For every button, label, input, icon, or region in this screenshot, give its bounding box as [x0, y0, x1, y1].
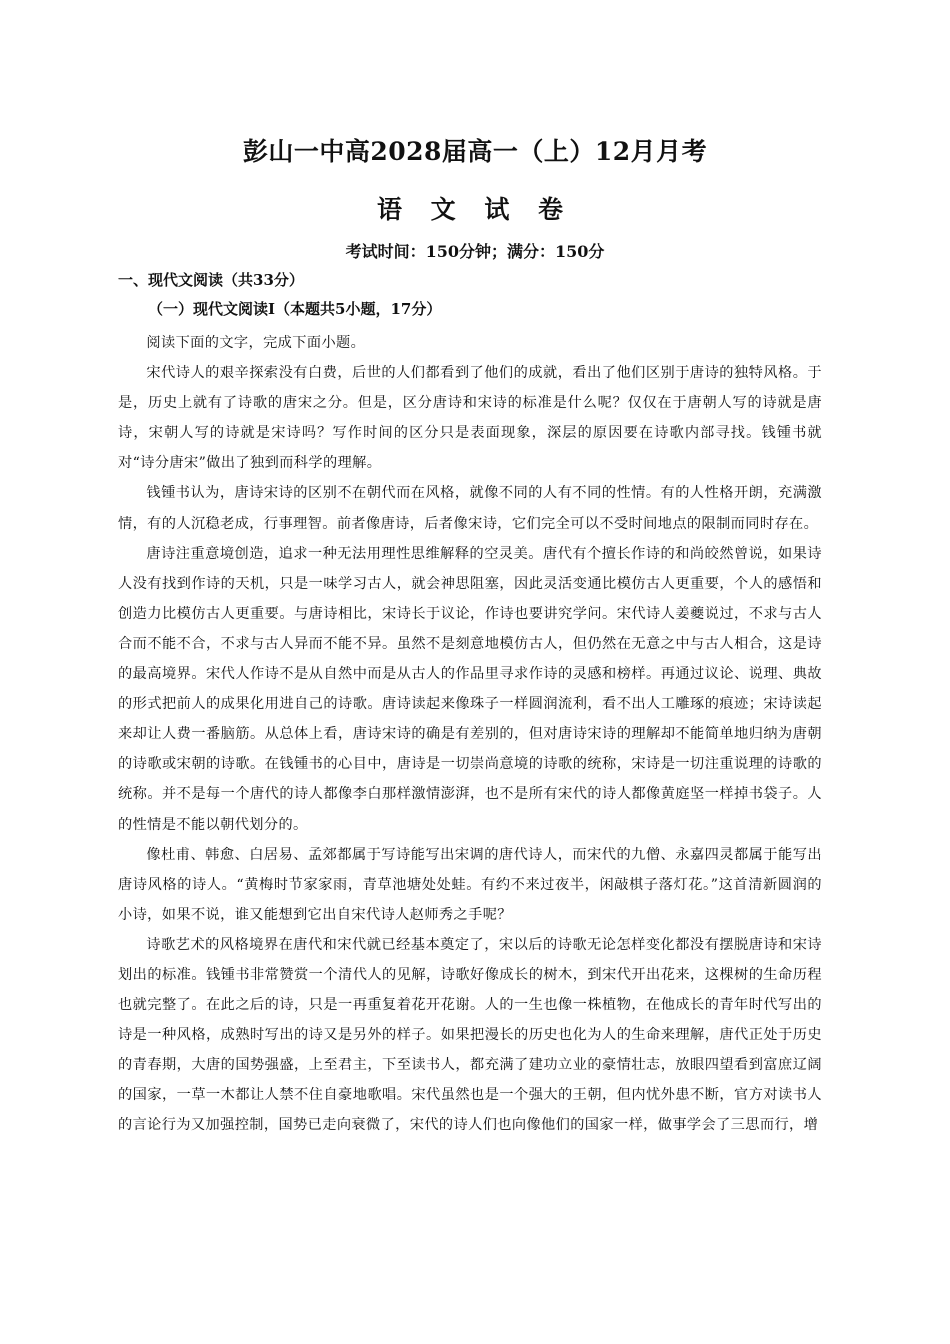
reading-passage	[118, 328, 822, 1141]
passage-paragraph-2: 钱锺书认为，唐诗宋诗的区别不在朝代而在风格，就像不同的人有不同的性情。有的人性格开朗，充满激情，有的人沉稳老成，行事理智。前者像唐诗，后者像宋诗，它们完全可以不受时间地点的限制而同时存在。	[118, 485, 822, 532]
subject-title: 语 文 试 卷	[376, 195, 574, 224]
section-heading-part1: 一、现代文阅读（共33分）	[118, 271, 304, 289]
passage-instruction: 阅读下面的文字，完成下面小题。	[146, 335, 366, 351]
passage-paragraph-5: 诗歌艺术的风格境界在唐代和宋代就已经基本奠定了，宋以后的诗歌无论怎样变化都没有摆脱唐诗和宋诗划出的标准。钱锺书非常赞赏一个清代人的见解，诗歌好像成长的树木，到宋代开出花来，这棵树的生命历程也就完整了。在此之后的诗，只是一再重复着花开花谢。人的一生也像一株植物，在他成长的青年时代写出的诗是一种风格，成熟时写出的诗又是另外的样子。如果把漫长的历史也化为人的生命来理解，唐代正处于历史的青春期，大唐的国势强盛，上至君主，下至读书人，都充满了建功立业的豪情壮志，放眼四望看到富庶辽阔的国家，一草一木都让人禁不住自豪地歌唱。宋代虽然也是一个强大的王朝，但内忧外患不断，官方对读书人的言论行为又加强控制，国势已走向衰微了，宋代的诗人们也向像他们的国家一样，做事学会了三思而行，增	[118, 936, 822, 1134]
exam-info: 考试时间：150分钟；满分：150分	[345, 242, 605, 261]
passage-paragraph-4: 像杜甫、韩愈、白居易、孟郊都属于写诗能写出宋调的唐代诗人，而宋代的九僧、永嘉四灵都属于能写出唐诗风格的诗人。“黄梅时节家家雨，青草池塘处处蛙。有约不来过夜半，闲敲棋子落灯花。”这首清新圆润的小诗，如果不说，谁又能想到它出自宋代诗人赵师秀之手呢？	[118, 846, 822, 923]
exam-title: 彭山一中高2028届高一（上）12月月考	[242, 137, 708, 166]
passage-paragraph-3: 唐诗注重意境创造，追求一种无法用理性思维解释的空灵美。唐代有个擅长作诗的和尚皎然曾说，如果诗人没有找到作诗的天机，只是一味学习古人，就会神思阻塞，因此灵活变通比模仿古人更重要，个人的感悟和创造力比模仿古人更重要。与唐诗相比，宋诗长于议论，作诗也要讲究学问。宋代诗人姜夔说过，不求与古人合而不能不合，不求与古人异而不能不异。虽然不是刻意地模仿古人，但仍然在无意之中与古人相合，这是诗的最高境界。宋代人作诗不是从自然中而是从古人的作品里寻求作诗的灵感和榜样。再通过议论、说理、典故的形式把前人的成果化用进自己的诗歌。唐诗读起来像珠子一样圆润流利，看不出人工雕琢的痕迹；宋诗读起来却让人费一番脑筋。从总体上看，唐诗宋诗的确是有差别的，但对唐诗宋诗的理解却不能简单地归纳为唐朝的诗歌或宋朝的诗歌。在钱锺书的心目中，唐诗是一切崇尚意境的诗歌的统称，宋诗是一切注重说理的诗歌的统称。并不是每一个唐代的诗人都像李白那样激情澎湃，也不是所有宋代的诗人都像黄庭坚一样掉书袋子。人的性情是不能以朝代划分的。	[118, 545, 822, 833]
section-subheading-reading1: （一）现代文阅读Ⅰ（本题共5小题，17分）	[148, 300, 442, 318]
passage-paragraph-1: 宋代诗人的艰辛探索没有白费，后世的人们都看到了他们的成就，看出了他们区别于唐诗的独特风格。于是，历史上就有了诗歌的唐宋之分。但是，区分唐诗和宋诗的标准是什么呢？仅仅在于唐朝人写的诗就是唐诗，宋朝人写的诗就是宋诗吗？写作时间的区分只是表面现象，深层的原因要在诗歌内部寻找。钱锺书就对“诗分唐宋”做出了独到而科学的理解。	[118, 365, 822, 472]
